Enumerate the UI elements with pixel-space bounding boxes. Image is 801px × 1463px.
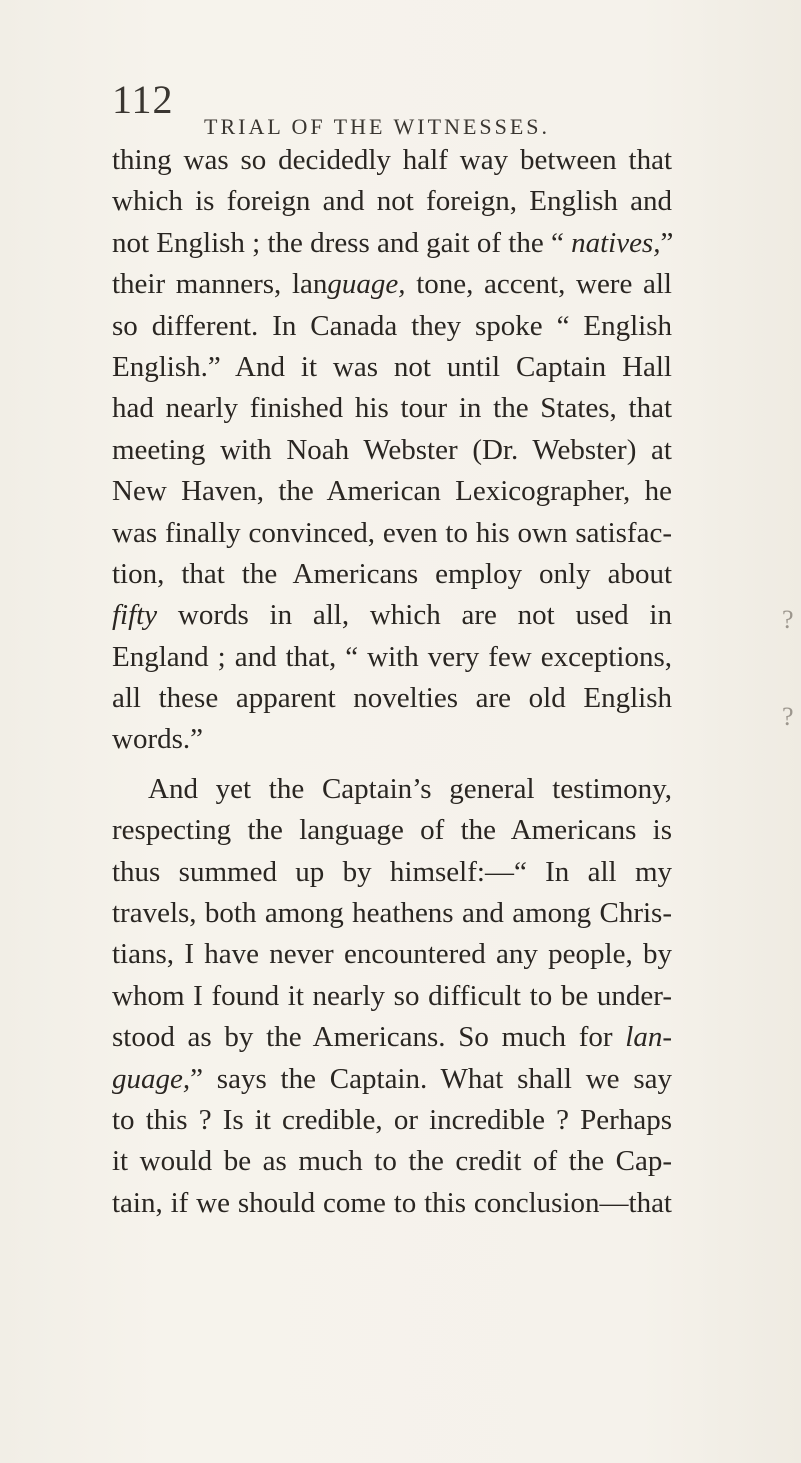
- text-line: thus summed up by himself:—“ In all my: [112, 855, 672, 888]
- page-number: 112: [112, 77, 174, 122]
- running-head: TRIAL OF THE WITNESSES.: [204, 114, 551, 139]
- text-line: so different. In Canada they spoke “ English: [112, 309, 672, 342]
- text-line: all these apparent novelties are old English: [112, 682, 672, 715]
- page-header: [0, 76, 801, 139]
- italic-word: fifty: [112, 599, 158, 632]
- paragraph-gap: [112, 761, 672, 769]
- margin-mark: ?: [782, 605, 794, 634]
- text-line: guage,” says the Captain. What shall we say: [112, 1062, 672, 1095]
- margin-mark: ?: [782, 702, 794, 731]
- text-line: not English ; the dress and gait of the “ natives,”: [112, 226, 674, 259]
- text-line: respecting the language of the Americans is: [112, 814, 672, 847]
- text-line: travels, both among heathens and among Chris-: [112, 897, 672, 930]
- text-line: New Haven, the American Lexicographer, he: [112, 475, 672, 508]
- italic-word: guage,: [112, 1062, 191, 1095]
- text-line: whom I found it nearly so difficult to be under-: [112, 979, 672, 1012]
- italic-word: natives,: [571, 226, 661, 259]
- text-line: tians, I have never encountered any people, by: [112, 938, 672, 971]
- italic-word: lan-: [625, 1021, 672, 1054]
- text-line: to this ? Is it credible, or incredible ? Perhaps: [112, 1103, 672, 1136]
- text-line: their manners, language, tone, accent, were all: [112, 268, 672, 301]
- italic-word: guage,: [327, 268, 406, 301]
- text-line: tion, that the Americans employ only about: [112, 557, 672, 590]
- text-line: stood as by the Americans. So much for lan-: [112, 1021, 672, 1054]
- text-line: meeting with Noah Webster (Dr. Webster) at: [112, 433, 672, 466]
- text-line: was finally convinced, even to his own satisfac-: [112, 516, 672, 549]
- text-line: words.”: [112, 723, 204, 756]
- text-line: it would be as much to the credit of the Cap-: [112, 1145, 672, 1178]
- text-line: And yet the Captain’s general testimony,: [148, 772, 672, 805]
- text-line: which is foreign and not foreign, English and: [112, 185, 672, 218]
- text-line: tain, if we should come to this conclusion—that: [112, 1186, 672, 1219]
- text-line: English.” And it was not until Captain Hall: [112, 350, 672, 383]
- text-line: fifty words in all, which are not used in: [112, 599, 672, 632]
- text-line: England ; and that, “ with very few exceptions,: [112, 640, 672, 673]
- body-text: [112, 140, 672, 1224]
- text-line: thing was so decidedly half way between that: [112, 144, 672, 176]
- paragraph-two: [112, 769, 672, 1224]
- paragraph-one: [112, 140, 672, 761]
- text-line: had nearly finished his tour in the States, that: [112, 392, 672, 425]
